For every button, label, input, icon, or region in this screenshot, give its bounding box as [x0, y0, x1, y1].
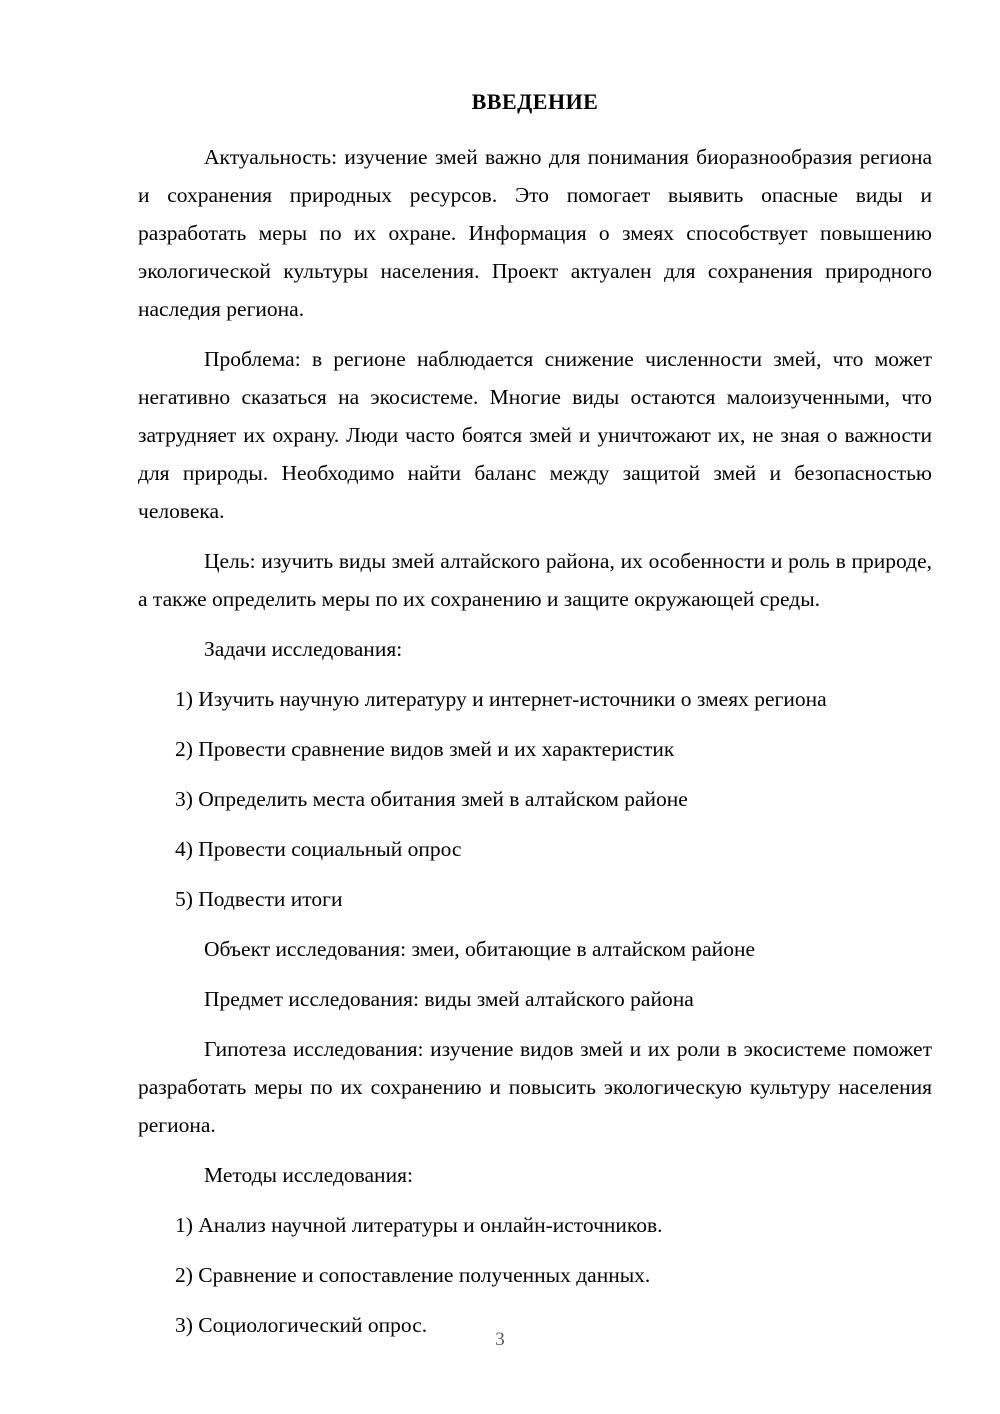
paragraph-goal: Цель: изучить виды змей алтайского района, их особенности и роль в природе, а также определить меры по их сохранению и защите окружающей среды.: [138, 548, 932, 611]
page-title: ВВЕДЕНИЕ: [471, 89, 599, 114]
list-item: 4) Провести социальный опрос: [175, 836, 462, 861]
document-body: [138, 88, 932, 1356]
paragraph-relevance: Актуальность: изучение змей важно для понимания биоразнообразия региона и сохранения природных ресурсов. Это помогает выявить опасные виды и разработать меры по их охране. Информация о змеях способствует повышению экологической культуры населения. Проект актуален для сохранения природного наследия региона.: [138, 144, 932, 321]
heading-methods: Методы исследования:: [204, 1162, 413, 1187]
list-item: 2) Сравнение и сопоставление полученных данных.: [175, 1262, 651, 1287]
methods-list: [138, 1206, 932, 1344]
heading-tasks: Задачи исследования:: [204, 636, 403, 661]
list-item: 1) Изучить научную литературу и интернет-источники о змеях региона: [175, 686, 827, 711]
list-item: 5) Подвести итоги: [175, 886, 343, 911]
list-item: 1) Анализ научной литературы и онлайн-источников.: [175, 1212, 663, 1237]
paragraph-subject: Предмет исследования: виды змей алтайского района: [204, 986, 694, 1011]
page-number: 3: [495, 1329, 505, 1350]
paragraph-object: Объект исследования: змеи, обитающие в алтайском районе: [204, 936, 755, 961]
list-item: 3) Социологический опрос.: [175, 1312, 428, 1337]
list-item: 2) Провести сравнение видов змей и их характеристик: [175, 736, 675, 761]
paragraph-problem: Проблема: в регионе наблюдается снижение численности змей, что может негативно сказаться на экосистеме. Многие виды остаются малоизученными, что затрудняет их охрану. Люди часто боятся змей и уничтожают их, не зная о важности для природы. Необходимо найти баланс между защитой змей и безопасностью человека.: [138, 346, 932, 523]
paragraph-hypothesis: Гипотеза исследования: изучение видов змей и их роли в экосистеме поможет разработать меры по их сохранению и повысить экологическую культуру населения региона.: [138, 1036, 932, 1137]
tasks-list: [138, 680, 932, 918]
list-item: 3) Определить места обитания змей в алтайском районе: [175, 786, 688, 811]
